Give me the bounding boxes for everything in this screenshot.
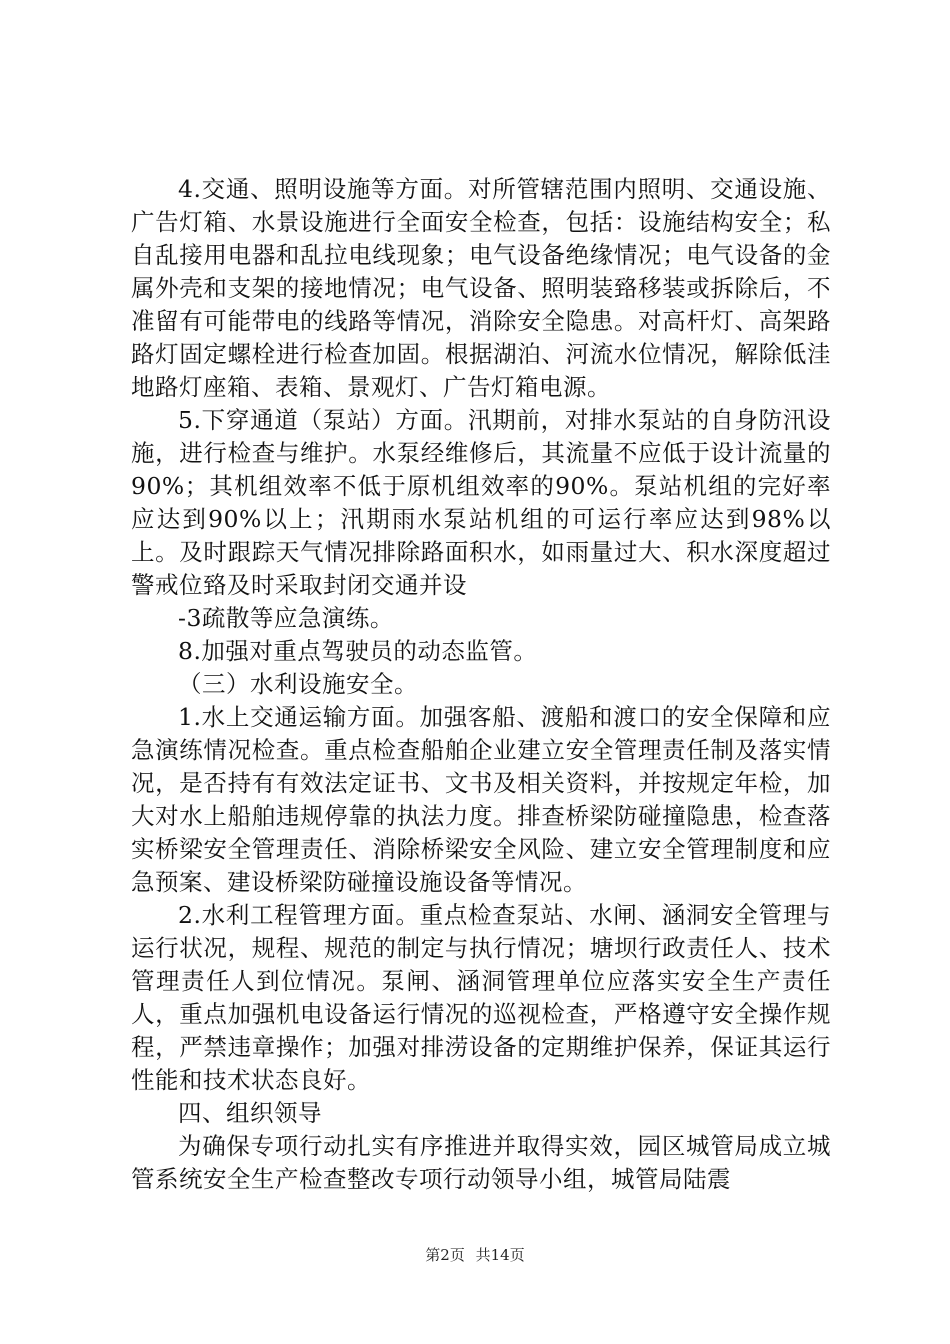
paragraph-water-engineering: 2.水利工程管理方面。重点检查泵站、水闸、涵洞安全管理与运行状况，规程、规范的制定与执行情况；塘坝行政责任人、技术管理责任人到位情况。泵闸、涵洞管理单位应落实安全生产责任人，重点加强机电设备运行情况的巡视检查，严格遵守安全操作规程，严禁违章操作；加强对排涝设备的定期维护保养，保证其运行性能和技术状态良好。 bbox=[131, 901, 831, 1094]
total-pages: 共14页 bbox=[475, 1246, 525, 1264]
page-footer bbox=[0, 1244, 950, 1265]
paragraph-evacuation-drill: -3疏散等应急演练。 bbox=[178, 604, 394, 632]
paragraph-underpass-pump: 5.下穿通道（泵站）方面。汛期前，对排水泵站的自身防汛设施，进行检查与维护。水泵经维修后，其流量不应低于设计流量的90%；其机组效率不低于原机组效率的90%。泵站机组的完好率应达到90%以上；汛期雨水泵站机组的可运行率应达到98%以上。及时跟踪天气情况排除路面积水，如雨量过大、积水深度超过警戒位臵及时采取封闭交通并设 bbox=[131, 406, 831, 599]
paragraph-water-transport: 1.水上交通运输方面。加强客船、渡船和渡口的安全保障和应急演练情况检查。重点检查船舶企业建立安全管理责任制及落实情况，是否持有有效法定证书、文书及相关资料，并按规定年检，加大对水上船舶违规停靠的执法力度。排查桥梁防碰撞隐患，检查落实桥梁安全管理责任、消除桥梁安全风险、建立安全管理制度和应急预案、建设桥梁防碰撞设施设备等情况。 bbox=[131, 703, 831, 896]
paragraph-traffic-lighting: 4.交通、照明设施等方面。对所管辖范围内照明、交通设施、广告灯箱、水景设施进行全面安全检查，包括：设施结构安全；私自乱接用电器和乱拉电线现象；电气设备绝缘情况；电气设备的金属外壳和支架的接地情况；电气设备、照明装臵移装或拆除后，不准留有可能带电的线路等情况，消除安全隐患。对高杆灯、高架路路灯固定螺栓进行检查加固。根据湖泊、河流水位情况，解除低洼地路灯座箱、表箱、景观灯、广告灯箱电源。 bbox=[131, 175, 831, 401]
paragraph-organization: 为确保专项行动扎实有序推进并取得实效，园区城管局成立城管系统安全生产检查整改专项行动领导小组，城管局陆震 bbox=[131, 1132, 831, 1193]
paragraph-driver-supervision: 8.加强对重点驾驶员的动态监管。 bbox=[178, 637, 538, 665]
page-number: 第2页 bbox=[425, 1246, 465, 1264]
document-body bbox=[131, 173, 831, 1196]
section-heading-water-facilities: （三）水利设施安全。 bbox=[178, 670, 418, 698]
section-heading-organization: 四、组织领导 bbox=[178, 1099, 322, 1127]
